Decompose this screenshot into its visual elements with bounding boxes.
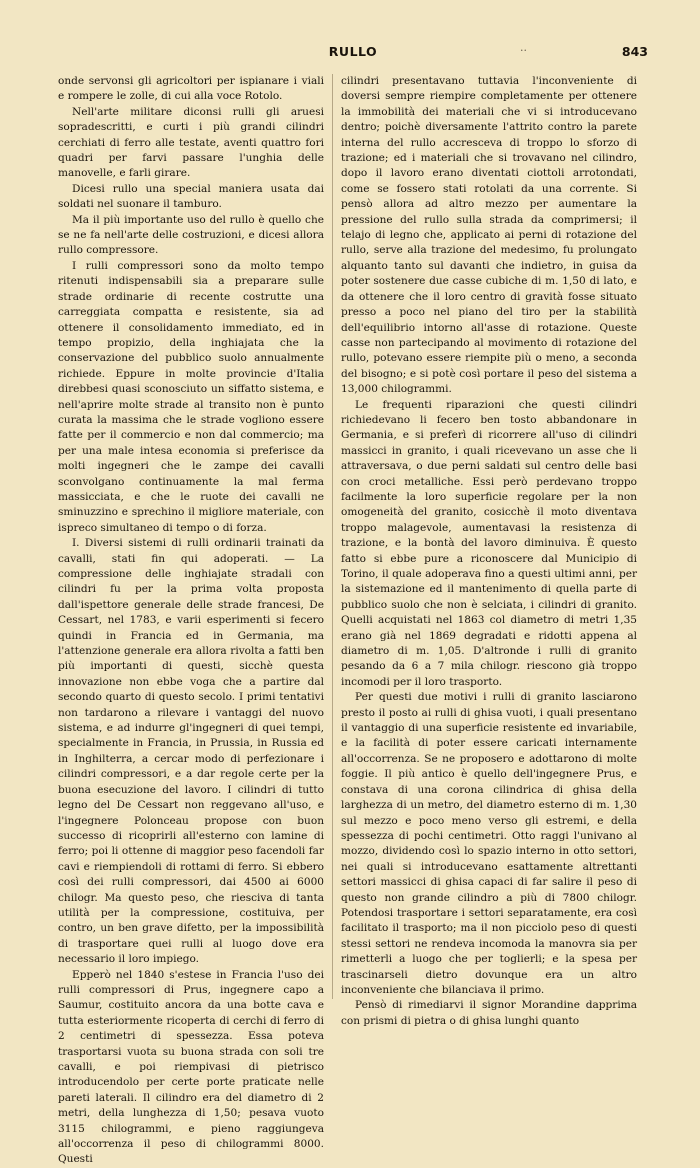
paragraph: Ma il più importante uso del rullo è quello che se ne fa nell'arte delle costruzioni, e dicesi allora rullo compressore.	[58, 213, 324, 257]
paragraph: Nell'arte militare diconsi rulli gli aruesi sopradescritti, e curti i più grandi cilindri cerchiati di ferro alle testate, aventi quattro fori quadri per farvi passare l'unghia delle manovelle, e farli girare.	[58, 105, 324, 180]
left-column	[58, 74, 324, 1168]
header-mark: ··	[520, 44, 527, 57]
paragraph: onde servonsi gli agricoltori per ispianare i viali e rompere le zolle, di cui alla voce Rotolo.	[58, 75, 324, 103]
paragraph: I rulli compressori sono da molto tempo ritenuti indispensabili sia a preparare sulle strade ordinarie di recente costrutte una carreggiata compatta e resistente, sia ad ottenere il consolidamento immediato, ed in tempo propizio, della inghiajata che la conservazione del pubblico suolo annualmente richiede. Eppure in molte provincie d'Italia direbbesi quasi sconosciuto un siffatto sistema, e nell'aprire molte strade al transito non è punto curata la massima che le strade vogliono essere fatte per il commercio e non dal commercio; ma per una male intesa economia si preferisce da molti ingegneri che le zampe dei cavalli sconvolgano continuamente la mal ferma massicciata, e che le ruote dei cavalli ne sminuzzino e sprechino il migliore materiale, con ispreco simultaneo di tempo o di forza.	[58, 259, 324, 534]
paragraph: Le frequenti riparazioni che questi cilindri richiedevano li fecero ben tosto abbandonare in Germania, e si preferì di ricorrere all'uso di cilindri massicci in granito, i quali ricevevano un asse che li attraversava, o due perni saldati sul centro delle basi con croci metalliche. Essi però perdevano troppo facilmente la loro superficie regolare per la non omogeneità del granito, cosicchè il moto diventava troppo malagevole, aumentavasi la resistenza di trazione, e la bontà del lavoro diminuiva. È questo fatto si ebbe pure a riconoscere dal Municipio di Torino, il quale adoperava fino a questi ultimi anni, per la sistemazione ed il mantenimento di quella parte di pubblico suolo che non è selciata, i cilindri di granito. Quelli acquistati nel 1863 col diametro di metri 1,35 erano già nel 1869 degradati e ridotti appena al diametro di m. 1,05. D'altronde i rulli di granito pesando da 6 a 7 mila chilogr. riescono già troppo incomodi per il loro trasporto.	[341, 398, 637, 688]
paragraph: Pensò di rimediarvi il signor Morandine dapprima con prismi di pietra o di ghisa lunghi quanto	[341, 999, 637, 1027]
page-number: 843	[621, 44, 648, 59]
paragraph: cilindri presentavano tuttavia l'inconveniente di doversi sempre riempire completamente per ottenere la immobilità dei materiali che vi si introducevano dentro; poichè diversamente l'attrito contro la parete interna del rullo accresceva di troppo lo sforzo di trazione; ed i materiali che si trovavano nel cilindro, dopo il lavoro erano diventati ciottoli arrotondati, come se fossero stati rotolati da una corrente. Si pensò allora ad altro mezzo per aumentare la pressione del rullo sulla strada da comprimersi; il telajo di legno che, applicato ai perni di rotazione del rullo, serve alla trazione del medesimo, fu prolungato alquanto tanto sul davanti che indietro, in guisa da poter sostenere due casse cubiche di m. 1,50 di lato, e da ottenere che il loro centro di gravità fosse situato presso a poco nel piano del tiro per la stabilità dell'equilibrio intorno all'asse di rotazione. Queste casse non partecipando al movimento di rotazione del rullo, potevano essere riempite più o meno, a seconda del bisogno; e si potè così portare il peso del sistema a 13,000 chilogrammi.	[341, 75, 637, 396]
paragraph: Epperò nel 1840 s'estese in Francia l'uso dei rulli compressori di Prus, ingegnere capo a Saumur, costituito ancora da una botte cava e tutta esteriormente ricoperta di cerchi di ferro di 2 centimetri di spessezza. Essa poteva trasportarsi vuota su buona strada con soli tre cavalli, e poi riempivasi di pietrisco introducendolo per certe porte praticate nelle pareti laterali. Il cilindro era del diametro di 2 metri, della lunghezza di 1,50; pesava vuoto 3115 chilogrammi, e pieno raggiungeva all'occorrenza il peso di chilogrammi 8000. Questi	[58, 968, 324, 1166]
running-title: RULLO	[328, 44, 378, 59]
paragraph: Dicesi rullo una special maniera usata dai soldati nel suonare il tamburo.	[58, 182, 324, 211]
page-header	[58, 44, 648, 64]
column-divider	[332, 74, 333, 999]
paragraph: Per questi due motivi i rulli di granito lasciarono presto il posto ai rulli di ghisa vuoti, i quali presentano il vantaggio di una superficie resistente ed invariabile, e la facilità di poter essere caricati internamente all'occorrenza. Se ne proposero e adottarono di molte foggie. Il più antico è quello dell'ingegnere Prus, e constava di una corona cilindrica di ghisa della larghezza di un metro, del diametro esterno di m. 1,30 sul mezzo e poco meno verso gli estremi, e della spessezza di pochi centimetri. Otto raggi l'univano al mozzo, dividendo così lo spazio interno in otto settori, nei quali si introducevano esattamente altrettanti settori massicci di ghisa capaci di far salire il peso di questo non grande cilindro a più di 7800 chilogr. Potendosi trasportare i settori separatamente, era così facilitato il trasporto; ma il non picciolo peso di questi stessi settori ne rendeva incomoda la manovra sia per rimetterli a luogo che per toglierli; e la spesa per trascinarseli dietro dovunque era un altro inconveniente che bilanciava il primo.	[341, 691, 637, 996]
section-paragraph: I. Diversi sistemi di rulli ordinarii trainati da cavalli, stati fin qui adoperati. — La compressione delle inghiajate stradali con cilindri fu per la prima volta proposta dall'ispettore generale delle strade francesi, De Cessart, nel 1783, e varii esperimenti si fecero quindi in Francia ed in Germania, ma l'attenzione generale era allora rivolta a fatti ben più importanti di questi, sicchè questa innovazione non ebbe voga che a partire dal secondo quarto di questo secolo. I primi tentativi non tardarono a rilevare i vantaggi del nuovo sistema, e ad indurre gl'ingegneri di quei tempi, specialmente in Francia, in Prussia, in Russia ed in Inghilterra, a cercar modo di perfezionare i cilindri compressori, e a dar regole certe per la buona esecuzione del lavoro. I cilindri di tutto legno del De Cessart non reggevano all'uso, e l'ingegnere Polonceau propose con buon successo di ricoprirli all'esterno con lamine di ferro; poi li ottenne di maggior peso facendoli far cavi e riempiendoli di rottami di ferro. Si ebbero così dei rulli compressori, dai 4500 ai 6000 chilogr. Ma questo peso, che riesciva di tanta utilità per la compressione, costituiva, per contro, un ben grave difetto, per la impossibilità di trasportare quei rulli al luogo dove era necessario il loro impiego.	[58, 537, 324, 966]
right-column	[341, 74, 637, 1029]
